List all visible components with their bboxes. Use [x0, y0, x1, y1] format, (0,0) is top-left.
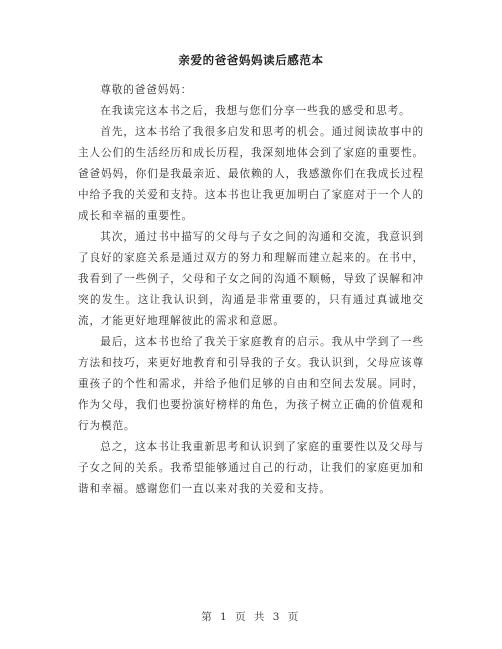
paragraph-first: 首先，这本书给了我很多启发和思考的机会。通过阅读故事中的主人公们的生活经历和成长历程，我深刻地体会到了家庭的重要性。爸爸妈妈，你们是我最亲近、最依赖的人，我感激你们在我成长过程中给予我的关爱和支持。这本书也让我更加明白了家庭对于一个人的成长和幸福的重要性。 [78, 126, 424, 222]
document-body [78, 80, 424, 500]
page-number-footer: 第 1 页 共 3 页 [201, 611, 301, 623]
paragraph-intro: 在我读完这本书之后，我想与您们分享一些我的感受和思考。 [100, 105, 411, 117]
paragraph-last: 最后，这本书也给了我关于家庭教育的启示。我从中学到了一些方法和技巧，来更好地教育和引导我的子女。我认识到，父母应该尊重孩子的个性和需求，并给予他们足够的自由和空间去发展。同时，作为父母，我们也要扮演好榜样的角色，为孩子树立正确的价值观和行为模范。 [78, 336, 424, 432]
paragraph-second: 其次，通过书中描写的父母与子女之间的沟通和交流，我意识到了良好的家庭关系是通过双方的努力和理解而建立起来的。在书中，我看到了一些例子，父母和子女之间的沟通不顺畅，导致了误解和冲突的发生。这让我认识到，沟通是非常重要的，只有通过真诚地交流，才能更好地理解彼此的需求和意愿。 [78, 231, 424, 327]
paragraph-conclusion: 总之，这本书让我重新思考和认识到了家庭的重要性以及父母与子女之间的关系。我希望能够通过自己的行动，让我们的家庭更加和谐和幸福。感谢您们一直以来对我的关爱和支持。 [78, 441, 424, 495]
document-title: 亲爱的爸爸妈妈读后感范本 [178, 53, 324, 67]
salutation: 尊敬的爸爸妈妈： [100, 84, 193, 96]
